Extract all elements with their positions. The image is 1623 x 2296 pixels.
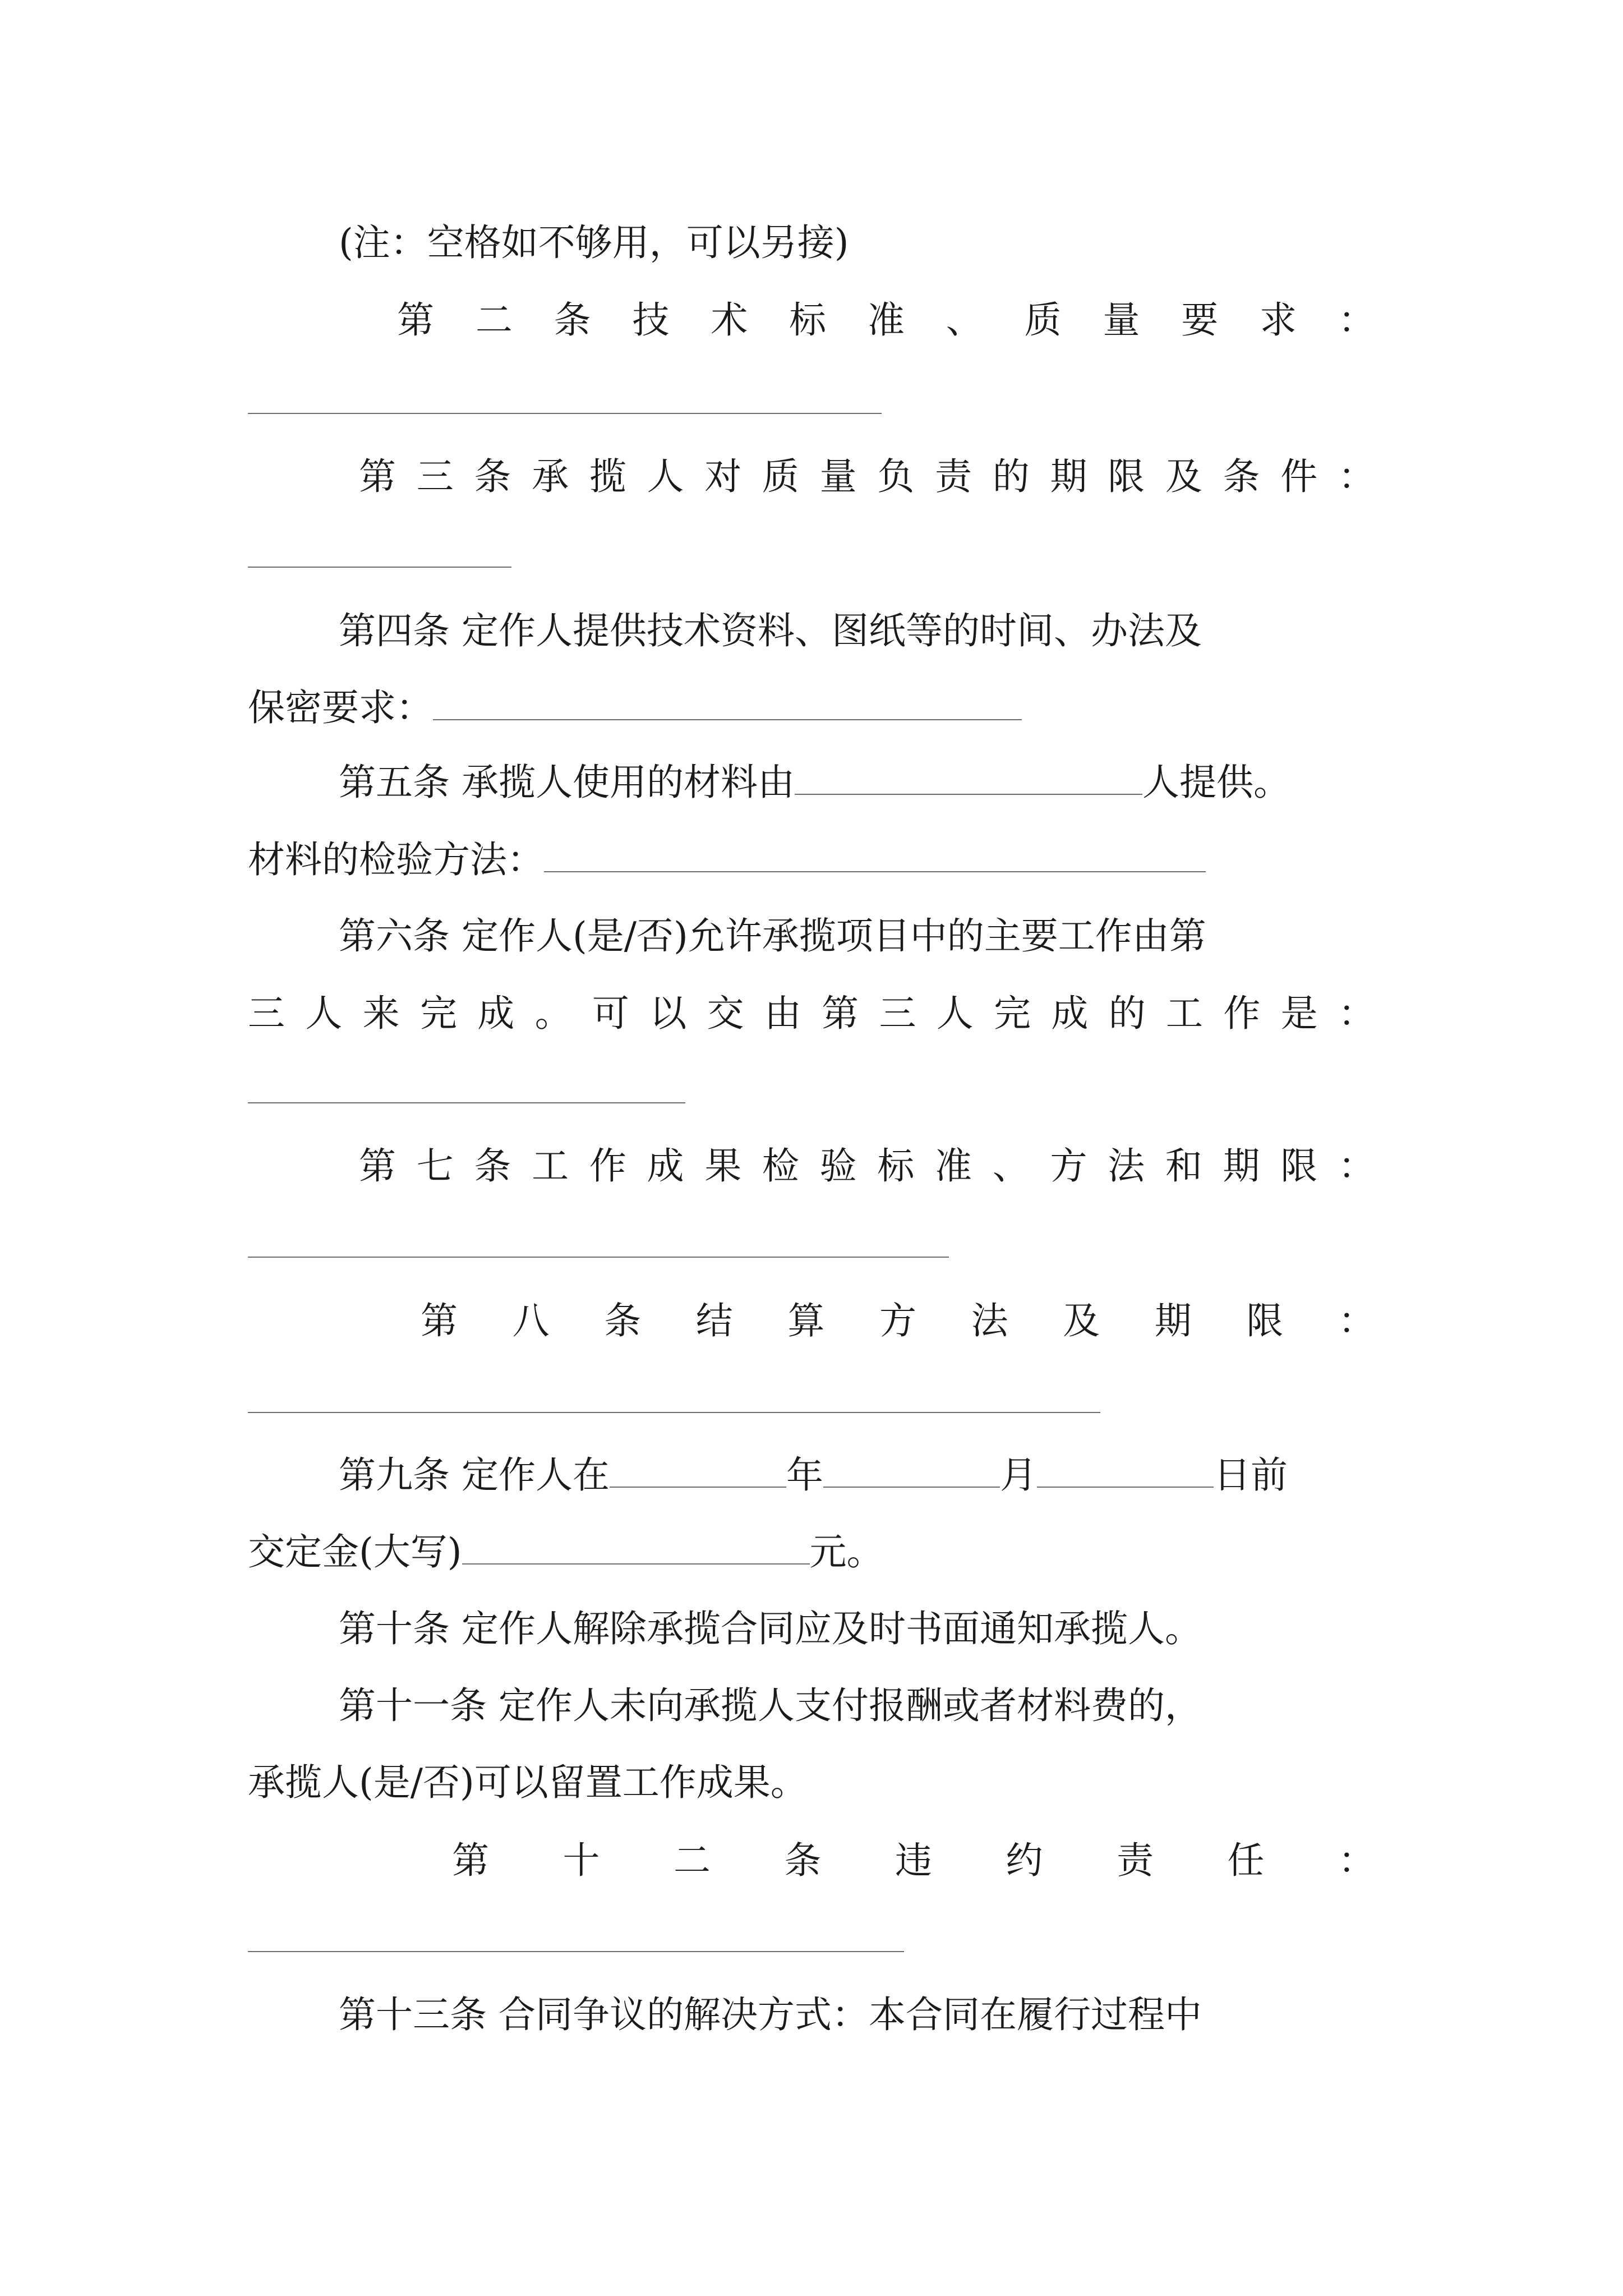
char: 技 <box>632 298 670 342</box>
char: 完 <box>419 992 457 1035</box>
article-4-line-2 <box>248 677 1375 739</box>
article-5-supplier-blank <box>795 766 1142 795</box>
char: 人 <box>305 992 343 1035</box>
char: 第 <box>359 1144 396 1188</box>
char: 交 <box>707 992 744 1035</box>
char: 三 <box>879 992 916 1035</box>
char: 第 <box>359 455 396 498</box>
month-label: 月 <box>999 1453 1037 1497</box>
article-6-line-1: 第六条 定作人(是/否)允许承揽项目中的主要工作由第 <box>339 914 1206 958</box>
char: 件 <box>1280 455 1318 498</box>
char: 标 <box>789 298 827 342</box>
char: 第 <box>822 992 859 1035</box>
char: 标 <box>877 1144 915 1188</box>
char: 七 <box>416 1144 454 1188</box>
char: 任 <box>1227 1839 1265 1882</box>
char: 条 <box>1223 455 1260 498</box>
char: 完 <box>994 992 1031 1035</box>
char: 及 <box>1063 1299 1100 1342</box>
article-3-heading <box>359 446 1375 508</box>
char: 准 <box>867 298 905 342</box>
char: 期 <box>1050 455 1087 498</box>
char: ： <box>1338 1299 1375 1342</box>
char: 二 <box>475 298 513 342</box>
char: 的 <box>992 455 1030 498</box>
char: 的 <box>1108 992 1146 1035</box>
char: 揽 <box>589 455 626 498</box>
char: 承 <box>532 455 569 498</box>
char: 质 <box>762 455 799 498</box>
char: 量 <box>1103 298 1140 342</box>
char: 法 <box>1108 1144 1145 1188</box>
article-5-line-2 <box>248 829 1375 891</box>
char: 检 <box>762 1144 799 1188</box>
article-9-label: 第九条 定作人在 <box>339 1453 610 1497</box>
note-line: (注：空格如不够用，可以另接) <box>339 221 849 264</box>
article-7-heading <box>359 1135 1375 1197</box>
char: 工 <box>1166 992 1203 1035</box>
article-6-blank <box>248 1102 685 1103</box>
char: ： <box>1338 455 1375 498</box>
month-blank <box>823 1458 1000 1488</box>
char: 二 <box>674 1839 711 1882</box>
char: 要 <box>1181 298 1219 342</box>
char: 责 <box>935 455 972 498</box>
char: 来 <box>362 992 400 1035</box>
day-blank <box>1037 1458 1214 1488</box>
char: 量 <box>819 455 857 498</box>
char: 、 <box>992 1144 1030 1188</box>
article-8-blank <box>248 1412 1100 1413</box>
deposit-unit: 元。 <box>809 1530 884 1573</box>
article-2-heading <box>397 289 1375 351</box>
char: 条 <box>474 455 511 498</box>
char: 准 <box>935 1144 972 1188</box>
char: 以 <box>649 992 687 1035</box>
year-blank <box>610 1458 786 1488</box>
char: 人 <box>647 455 684 498</box>
char: 结 <box>695 1299 733 1342</box>
char: ： <box>1338 298 1375 342</box>
article-3-blank <box>248 567 511 568</box>
char: 。 <box>534 992 572 1035</box>
char: 第 <box>421 1299 458 1342</box>
deposit-amount-blank <box>462 1535 810 1565</box>
char: 成 <box>647 1144 684 1188</box>
char: 果 <box>704 1144 742 1188</box>
char: 限 <box>1108 455 1145 498</box>
article-5-label: 第五条 承揽人使用的材料由 <box>339 761 795 804</box>
char: 和 <box>1165 1144 1202 1188</box>
char: 术 <box>711 298 748 342</box>
char: 工 <box>532 1144 569 1188</box>
article-5-suffix: 人提供。 <box>1142 761 1290 804</box>
article-4-line-1: 第四条 定作人提供技术资料、图纸等的时间、办法及 <box>339 609 1202 652</box>
char: 约 <box>1006 1839 1043 1882</box>
char: 由 <box>764 992 801 1035</box>
char: 条 <box>554 298 591 342</box>
article-12-heading <box>452 1830 1375 1892</box>
article-9-line-1 <box>339 1444 1375 1506</box>
char: 限 <box>1280 1144 1318 1188</box>
article-7-blank <box>248 1257 949 1258</box>
char: 三 <box>416 455 454 498</box>
char: 违 <box>895 1839 932 1882</box>
char: 法 <box>971 1299 1008 1342</box>
article-5-inspection-label: 材料的检验方法： <box>248 838 544 881</box>
deposit-label: 交定金(大写) <box>248 1530 462 1573</box>
char: 条 <box>474 1144 511 1188</box>
article-4-blank <box>433 691 1022 720</box>
char: 可 <box>592 992 629 1035</box>
char: 对 <box>704 455 742 498</box>
year-label: 年 <box>786 1453 823 1497</box>
char: 质 <box>1024 298 1062 342</box>
char: ： <box>1338 992 1375 1035</box>
article-10: 第十条 定作人解除承揽合同应及时书面通知承揽人。 <box>339 1607 1202 1650</box>
char: 验 <box>819 1144 857 1188</box>
char: 限 <box>1246 1299 1284 1342</box>
char: 期 <box>1154 1299 1192 1342</box>
article-9-line-2 <box>248 1521 1375 1583</box>
char: 责 <box>1117 1839 1154 1882</box>
char: ： <box>1338 1144 1375 1188</box>
char: 是 <box>1280 992 1318 1035</box>
char: 成 <box>1051 992 1089 1035</box>
article-8-heading <box>421 1290 1375 1352</box>
char: 求 <box>1260 298 1297 342</box>
article-5-inspection-blank <box>544 843 1206 872</box>
char: 算 <box>787 1299 825 1342</box>
article-5-line-1 <box>339 752 1375 813</box>
char: 负 <box>877 455 915 498</box>
char: 三 <box>248 992 285 1035</box>
char: 作 <box>589 1144 626 1188</box>
char: ： <box>1338 1839 1375 1882</box>
char: 八 <box>512 1299 550 1342</box>
char: 方 <box>879 1299 916 1342</box>
char: 条 <box>784 1839 822 1882</box>
article-11-line-2: 承揽人(是/否)可以留置工作成果。 <box>248 1761 808 1804</box>
char: 条 <box>604 1299 642 1342</box>
char: 成 <box>477 992 515 1035</box>
char: 期 <box>1223 1144 1260 1188</box>
article-4-label: 保密要求： <box>248 686 433 729</box>
char: 第 <box>397 298 434 342</box>
char: 作 <box>1223 992 1261 1035</box>
char: 人 <box>936 992 974 1035</box>
article-2-blank <box>248 413 882 414</box>
day-label: 日前 <box>1213 1453 1288 1497</box>
char: 十 <box>562 1839 600 1882</box>
article-6-line-2 <box>248 983 1375 1045</box>
article-13-line-1: 第十三条 合同争议的解决方式：本合同在履行过程中 <box>339 1993 1202 2036</box>
article-11-line-1: 第十一条 定作人未向承揽人支付报酬或者材料费的， <box>339 1684 1202 1727</box>
char: 第 <box>452 1839 489 1882</box>
char: 及 <box>1165 455 1202 498</box>
char: 方 <box>1050 1144 1087 1188</box>
article-12-blank <box>248 1951 904 1952</box>
char: 、 <box>946 298 983 342</box>
